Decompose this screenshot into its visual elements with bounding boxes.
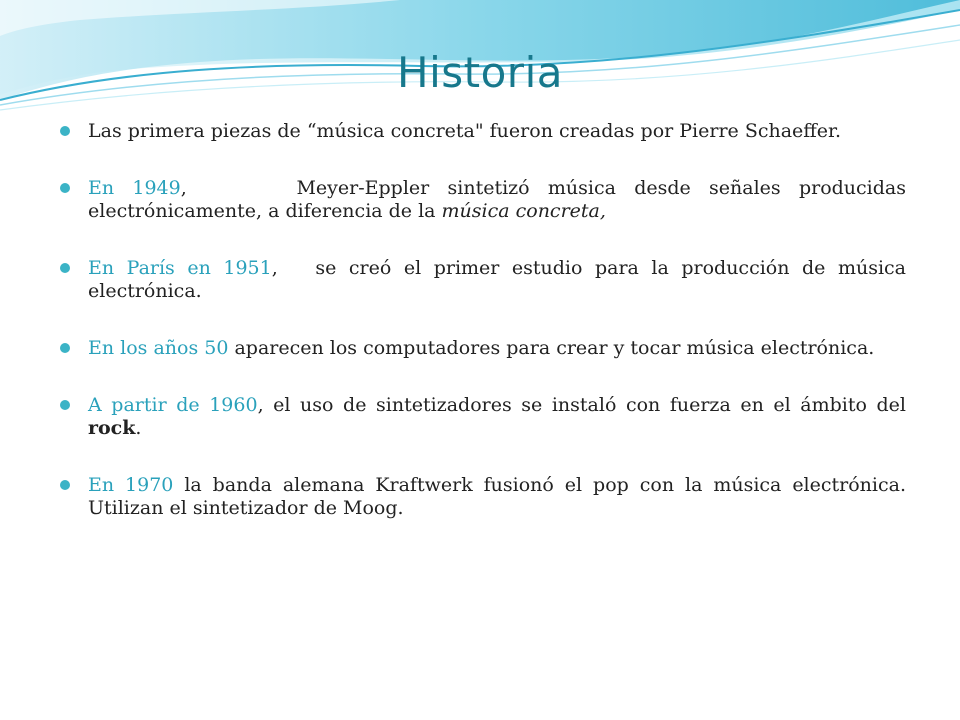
bullet-text: , el uso de sintetizadores se instaló con fuerza en el ámbito del	[257, 394, 906, 416]
bullet-item	[60, 474, 906, 520]
bullet-icon	[60, 126, 70, 136]
bullet-text: , se creó el primer estudio para la producción de música electrónica.	[88, 257, 913, 302]
bullet-icon	[60, 480, 70, 490]
bullet-italic: música concreta,	[441, 200, 606, 222]
bullet-item	[60, 337, 906, 360]
bullet-icon	[60, 343, 70, 353]
bullet-icon	[60, 263, 70, 273]
bullet-bold: rock	[88, 417, 136, 439]
bullet-item	[60, 394, 906, 440]
bullet-text: Las primera piezas de “música concreta" fueron creadas por Pierre Schaeffer.	[88, 120, 842, 142]
slide-title: Historia	[397, 48, 563, 97]
bullet-highlight: A partir de 1960	[88, 394, 258, 416]
bullet-list	[60, 120, 913, 554]
bullet-highlight: En 1970	[88, 474, 174, 496]
bullet-item	[60, 177, 913, 223]
bullet-text: aparecen los computadores para crear y tocar música electrónica.	[228, 337, 875, 359]
bullet-item	[60, 120, 906, 143]
bullet-highlight: En los años 50	[88, 337, 229, 359]
bullet-icon	[60, 400, 70, 410]
bullet-highlight: En París en 1951	[88, 257, 272, 279]
bullet-icon	[60, 183, 70, 193]
bullet-item	[60, 257, 913, 303]
bullet-text: la banda alemana Kraftwerk fusionó el pop con la música electrónica. Utilizan el sintetizador de Moog.	[88, 474, 907, 519]
bullet-text: , Meyer-Eppler sintetizó música desde señales producidas electrónicamente, a diferencia de la	[88, 177, 913, 222]
bullet-highlight: En 1949	[88, 177, 181, 199]
bullet-text-end: .	[135, 417, 142, 439]
